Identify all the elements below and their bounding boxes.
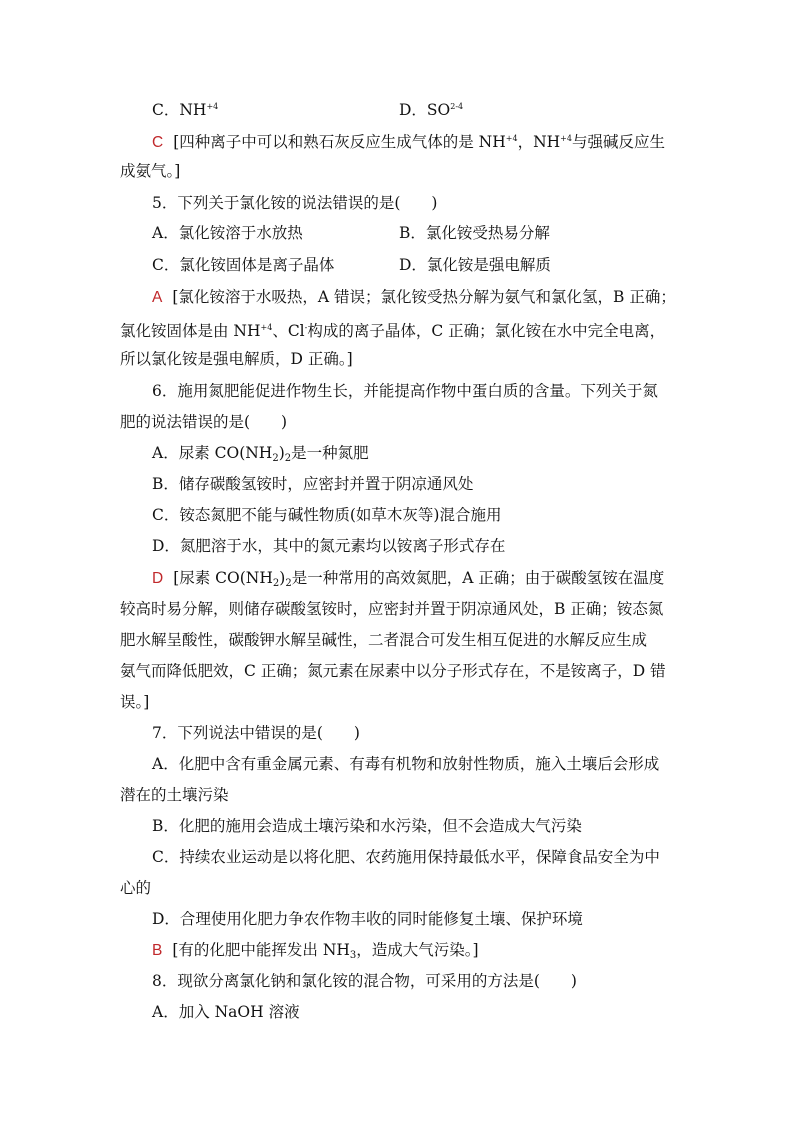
q5-option-b: B．氯化铵受热易分解 [399,224,550,242]
q4-option-d: D．SO$^{2-4}$ [399,101,464,119]
q7-option-c-line2: 心的 [120,879,152,897]
q6-explanation-line2: 较高时易分解，则储存碳酸氢铵时，应密封并置于阴凉通风处，B 正确；铵态氮 [120,600,664,618]
q6-explanation-line1: D [尿素 $CO(NH_2)_2$是一种常用的高效氮肥，A 正确；由于碳酸氢铵在温度 [152,569,665,589]
q7-option-b: B．化肥的施用会造成土壤污染和水污染，但不会造成大气污染 [152,817,582,835]
q6-explanation-line5: 误。] [120,693,150,711]
q4-option-c: C．$NH^{+4}$ [152,101,219,119]
q6-option-a: A．尿素 $CO(NH_2)_2$是一种氮肥 [152,444,369,464]
q7-option-d: D．合理使用化肥力争农作物丰收的同时能修复土壤、保护环境 [152,910,583,928]
q7-explanation: B [有的化肥中能挥发出 $NH_3$，造成大气污染。] [152,941,479,961]
q6-option-d: D．氮肥溶于水，其中的氮元素均以铵离子形式存在 [152,537,506,555]
q4-explanation-line2: 成氨气。] [120,162,181,180]
q5-option-d: D．氯化铵是强电解质 [399,256,551,274]
q4-answer-letter: C [152,134,164,151]
q6-answer-letter: D [152,570,164,587]
q5-stem: 5．下列关于氯化铵的说法错误的是( ) [152,194,438,212]
q7-answer-letter: B [152,942,163,959]
q7-option-a-line1: A．化肥中含有重金属元素、有毒有机物和放射性物质，施入土壤后会形成 [152,755,660,773]
q6-option-b: B．储存碳酸氢铵时，应密封并置于阴凉通风处 [152,475,474,493]
q5-explanation-line1: A [氯化铵溶于水吸热，A 错误；氯化铵受热分解为氨气和氯化氢，B 正确； [152,288,676,306]
q5-option-c: C．氯化铵固体是离子晶体 [152,256,335,274]
q4-explanation-line1: C [四种离子中可以和熟石灰反应生成气体的是 $NH^{+4}$，$NH^{+4}$与强碱反应生 [152,133,665,151]
q5-explanation-line2: 氯化铵固体是由 $NH^{+4}$、Cl-构成的离子晶体，C 正确；氯化铵在水中完全电离， [120,322,666,340]
q6-stem-line1: 6．施用氮肥能促进作物生长，并能提高作物中蛋白质的含量。下列关于氮 [152,382,658,400]
q7-option-c-line1: C．持续农业运动是以将化肥、农药施用保持最低水平，保障食品安全为中 [152,848,660,866]
q5-option-a: A．氯化铵溶于水放热 [152,224,303,242]
q5-explanation-line3: 所以氯化铵是强电解质，D 正确。] [120,350,353,368]
q7-stem: 7．下列说法中错误的是( ) [152,724,360,742]
q8-stem: 8．现欲分离氯化钠和氯化铵的混合物，可采用的方法是( ) [152,972,577,990]
q7-option-a-line2: 潜在的土壤污染 [120,786,229,804]
q6-explanation-line4: 氨气而降低肥效，C 正确；氮元素在尿素中以分子形式存在，不是铵离子，D 错 [120,662,666,680]
q8-option-a: A．加入 NaOH 溶液 [152,1003,300,1021]
q6-explanation-line3: 肥水解呈酸性，碳酸钾水解呈碱性，二者混合可发生相互促进的水解反应生成 [120,631,648,649]
q5-answer-letter: A [152,289,163,306]
q6-stem-line2: 肥的说法错误的是( ) [120,413,288,431]
q6-option-c: C．铵态氮肥不能与碱性物质(如草木灰等)混合施用 [152,506,502,524]
